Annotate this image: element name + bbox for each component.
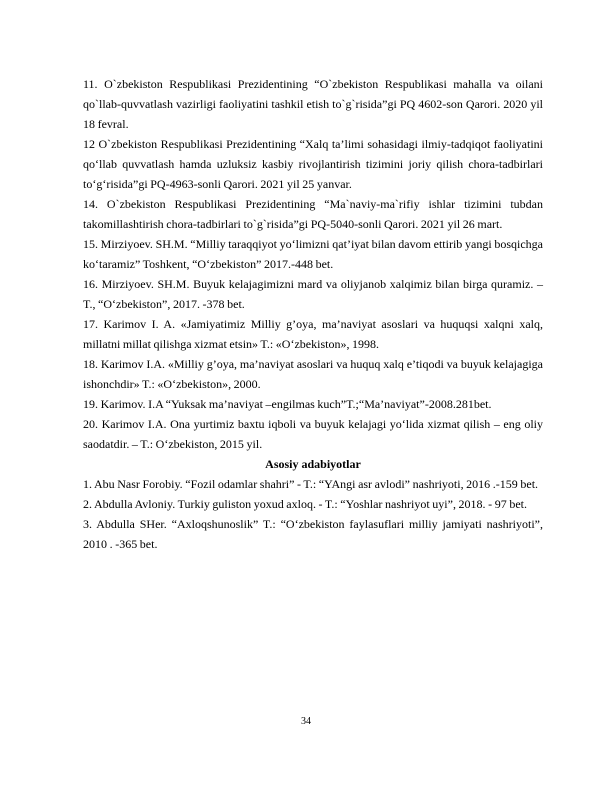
main-reference-3: 3. Abdulla SHer. “Axloqshunoslik” T.: “O‘zbekiston faylasuflari milliy jamiyati nashriyoti”, 2010 . -365 bet.	[83, 517, 543, 551]
reference-14: 14. O`zbekiston Respublikasi Prezidentining “Ma`naviy-ma`rifiy ishlar tizimini tubdan takomillashtirish chora-tadbirlari to`g`risida”gi PQ-5040-sonli Qarori. 2021 yil 26 mart.	[83, 197, 543, 231]
reference-17: 17. Karimov I. A. «Jamiyatimiz Milliy g’oya, ma’naviyat asoslari va huquqsi xalqni xalq, millatni millat qilishga xizmat etsin» T.: «O‘zbekiston», 1998.	[83, 317, 543, 351]
main-reference-1: 1. Abu Nasr Forobiy. “Fozil odamlar shahri” - T.: “YAngi asr avlodi” nashriyoti, 2016 .-159 bet.	[83, 477, 539, 491]
document-page	[83, 74, 543, 554]
reference-19: 19. Karimov. I.A “Yuksak ma’naviyat –engilmas kuch”T.;“Ma’naviyat”-2008.281bet.	[83, 397, 492, 411]
main-reference-2: 2. Abdulla Avloniy. Turkiy guliston yoxud axloq. - T.: “Yoshlar nashriyot uyi”, 2018. - 97 bet.	[83, 497, 528, 511]
reference-18: 18. Karimov I.A. «Milliy g’oya, ma’naviyat asoslari va huquq xalq e’tiqodi va buyuk kelajagiga ishonchdir» T.: «O‘zbekiston», 2000.	[83, 357, 543, 391]
reference-11: 11. O`zbekiston Respublikasi Prezidentining “O`zbekiston Respublikasi mahalla va oilani qo`llab-quvvatlash vazirligi faoliyatini tashkil etish to`g`risida”gi PQ 4602-son Qarori. 2020 yil 18 fevral.	[83, 77, 543, 131]
page-number: 34	[301, 716, 311, 727]
reference-16: 16. Mirziyoev. SH.M. Buyuk kelajagimizni mard va oliyjanob xalqimiz bilan birga quramiz. – T., “O‘zbekiston”, 2017. -378 bet.	[83, 277, 543, 311]
reference-20: 20. Karimov I.A. Ona yurtimiz baxtu iqboli va buyuk kelajagi yo‘lida xizmat qilish – eng oliy saodatdir. – T.: O‘zbekiston, 2015 yil.	[83, 417, 543, 451]
reference-15: 15. Mirziyoev. SH.M. “Milliy taraqqiyot yo‘limizni qat’iyat bilan davom ettirib yangi bosqichga ko‘taramiz” Toshkent, “O‘zbekiston” 2017.-448 bet.	[83, 237, 543, 271]
reference-12: 12 O`zbekiston Respublikasi Prezidentining “Xalq ta’limi sohasidagi ilmiy-tadqiqot faoliyatini qo‘llab quvvatlash hamda uzluksiz kasbiy rivojlantirish tizimini joriy qilish chora-tadbirlari to‘g‘risida”gi PQ-4963-sonli Qarori. 2021 yil 25 yanvar.	[83, 137, 543, 191]
section-heading: Asosiy adabiyotlar	[265, 457, 361, 471]
